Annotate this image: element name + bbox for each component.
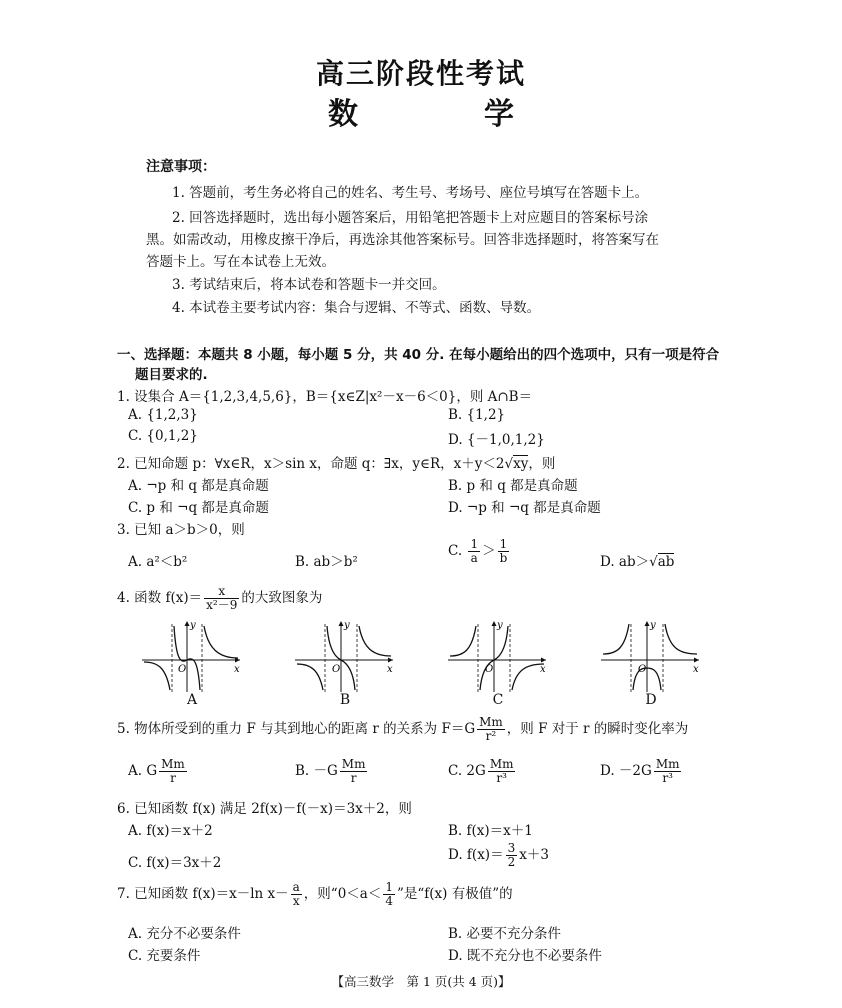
q7-stem (117, 881, 513, 908)
q7-stem-mid: ，则“0＜a＜ (303, 886, 382, 902)
numerator: x (204, 585, 239, 599)
q3-stem: 3. 已知 a＞b＞0，则 (117, 522, 245, 538)
arrow (185, 621, 190, 626)
denominator: r³ (496, 771, 507, 785)
numerator: 3 (507, 841, 516, 855)
q2-stem (117, 452, 555, 472)
graph-b (293, 618, 398, 693)
fraction (340, 758, 368, 785)
curve (144, 662, 170, 690)
q7-option-b: B. 必要不充分条件 (448, 926, 562, 942)
q5-option-b (295, 758, 369, 785)
q7-stem-end: ”是“f(x) 有极值”的 (396, 886, 513, 902)
q3-option-c (448, 538, 511, 565)
q4-stem-text: 4. 函数 f(x)＝ (117, 590, 203, 606)
q1-option-c: C. {0,1,2} (128, 428, 198, 444)
numerator: a (292, 880, 300, 894)
origin-label: O (638, 664, 647, 675)
fraction (488, 758, 516, 785)
arrow (492, 621, 497, 626)
fraction (498, 538, 510, 565)
graph-b-label: B (339, 692, 351, 708)
fraction (159, 758, 187, 785)
numerator: Mm (655, 757, 680, 771)
axis-y-label: y (190, 620, 196, 631)
origin-label: O (485, 664, 494, 675)
fraction (468, 538, 480, 565)
q7-option-c: C. 充要条件 (128, 948, 201, 964)
q5-option-d (600, 758, 683, 785)
origin-label: O (332, 664, 341, 675)
graph-d-label: D (645, 692, 657, 708)
page-footer: 【高三数学 第 1 页(共 4 页)】 (331, 974, 511, 989)
numerator: 1 (498, 538, 510, 552)
curve (204, 626, 238, 658)
q2-radicand: xy (513, 456, 529, 472)
curve (297, 664, 323, 690)
q6-option-d-end: x＋3 (519, 847, 549, 863)
denominator: r (350, 771, 357, 785)
origin-label: O (178, 664, 187, 675)
graph-c (446, 618, 551, 693)
curve (450, 626, 476, 656)
arrow (645, 621, 650, 626)
q5-option-a-label: A. G (128, 763, 158, 779)
section-heading: 一、选择题：本题共 8 小题，每小题 5 分，共 40 分. 在每小题给出的四个选项中，只有一项是符合 (117, 347, 720, 363)
q3-option-c-label: C. (448, 543, 463, 559)
section-heading-cont: 题目要求的. (135, 367, 208, 383)
numerator: 1 (470, 537, 479, 551)
q1-option-b: B. {1,2} (448, 407, 506, 423)
axis-y-label: y (497, 620, 503, 631)
q3-radicand: ab (657, 554, 675, 570)
arrow (339, 621, 344, 626)
q6-option-d-label: D. f(x)＝ (448, 847, 504, 863)
notice-item-2-cont: 黑。如需改动，用橡皮擦干净后，再选涂其他答案标号。回答非选择题时，将答案写在 (146, 232, 659, 248)
q3-option-a: A. a²＜b² (128, 554, 188, 570)
q5-option-d-label: D. －2G (600, 763, 652, 779)
q7-stem-text: 7. 已知函数 f(x)＝x－ln x－ (117, 886, 289, 902)
q6-option-a: A. f(x)＝x＋2 (128, 823, 213, 839)
q2-option-b: B. p 和 q 都是真命题 (448, 478, 578, 494)
denominator: b (499, 551, 508, 565)
q4-stem (117, 585, 322, 612)
notice-item-1: 1. 答题前，考生务必将自己的姓名、考生号、考场号、座位号填写在答题卡上。 (172, 185, 649, 201)
q7-option-a: A. 充分不必要条件 (128, 926, 241, 942)
q2-option-c: C. p 和 ¬q 都是真命题 (128, 500, 269, 516)
q3-option-d (600, 550, 674, 570)
fraction (477, 716, 505, 743)
q3-option-d-text: D. ab＞ (600, 554, 650, 570)
denominator: 4 (385, 894, 393, 908)
fraction (654, 758, 682, 785)
denominator: a (470, 551, 478, 565)
numerator: Mm (489, 757, 514, 771)
numerator: Mm (479, 715, 503, 729)
q5-stem-text: 5. 物体所受到的重力 F 与其到地心的距离 r 的关系为 F＝G (117, 721, 476, 737)
q2-option-a: A. ¬p 和 q 都是真命题 (128, 478, 269, 494)
q2-option-d: D. ¬p 和 ¬q 都是真命题 (448, 500, 601, 516)
numerator: Mm (341, 757, 366, 771)
axis-x-label: x (387, 664, 393, 675)
sqrt-symbol: √ (649, 554, 658, 570)
curve (665, 624, 697, 654)
q5-option-c-label: C. 2G (448, 763, 486, 779)
q6-stem: 6. 已知函数 f(x) 满足 2f(x)－f(－x)＝3x＋2，则 (117, 801, 412, 817)
operator: ＞ (482, 543, 496, 559)
denominator: r² (485, 729, 497, 743)
q4-stem-end: 的大致图象为 (241, 590, 323, 606)
notice-item-2: 2. 回答选择题时，选出每小题答案后，用铅笔把答题卡上对应题目的答案标号涂 (172, 210, 649, 226)
exam-subject: 数 学 (328, 97, 562, 132)
q1-stem: 1. 设集合 A＝{1,2,3,4,5,6}，B＝{x∈Z|x²－x－6＜0}，则 A∩B＝ (117, 389, 533, 405)
axis-y-label: y (650, 620, 656, 631)
notice-item-4: 4. 本试卷主要考试内容：集合与逻辑、不等式、函数、导数。 (172, 300, 541, 316)
q6-option-d (448, 842, 549, 869)
notice-heading: 注意事项： (146, 159, 216, 175)
denominator: x²－9 (206, 598, 238, 612)
curve (359, 626, 391, 656)
q1-option-a: A. {1,2,3} (128, 407, 198, 423)
arrow (541, 658, 546, 663)
q5-stem (117, 716, 688, 743)
notice-item-2-cont2: 答题卡上。写在本试卷上无效。 (146, 254, 335, 270)
fraction (506, 842, 518, 869)
graph-d (599, 618, 704, 693)
axis-y-label: y (344, 620, 350, 631)
sqrt-symbol: √ (504, 456, 514, 472)
arrow (388, 658, 393, 663)
fraction (291, 881, 302, 908)
notice-item-3: 3. 考试结束后，将本试卷和答题卡一并交回。 (172, 277, 446, 293)
q3-option-b: B. ab＞b² (295, 554, 358, 570)
arrow (694, 658, 699, 663)
numerator: 1 (385, 880, 393, 894)
q5-stem-end: ，则 F 对于 r 的瞬时变化率为 (506, 721, 689, 737)
q5-option-c (448, 758, 517, 785)
curve (603, 624, 629, 654)
fraction (383, 881, 395, 908)
axis-x-label: x (540, 664, 546, 675)
q5-option-a (128, 758, 189, 785)
axis-x-label: x (693, 664, 699, 675)
q6-option-c: C. f(x)＝3x＋2 (128, 855, 222, 871)
q2-stem-end: ，则 (528, 456, 556, 472)
q2-stem-text: 2. 已知命题 p：∀x∈R，x＞sin x，命题 q：∃x，y∈R，x＋y＜2 (117, 456, 505, 472)
q7-option-d: D. 既不充分也不必要条件 (448, 948, 602, 964)
denominator: r³ (662, 771, 673, 785)
denominator: 2 (507, 855, 516, 869)
denominator: x (292, 894, 300, 908)
axis-x-label: x (234, 664, 240, 675)
exam-title: 高三阶段性考试 (315, 57, 526, 90)
fraction (204, 585, 239, 612)
graph-a-label: A (186, 692, 198, 708)
graph-a (140, 618, 245, 693)
denominator: r (170, 771, 176, 785)
q5-option-b-label: B. －G (295, 763, 338, 779)
graph-c-label: C (492, 692, 504, 708)
q6-option-b: B. f(x)＝x＋1 (448, 823, 533, 839)
q1-option-d: D. {－1,0,1,2} (448, 432, 545, 448)
numerator: Mm (161, 757, 185, 771)
